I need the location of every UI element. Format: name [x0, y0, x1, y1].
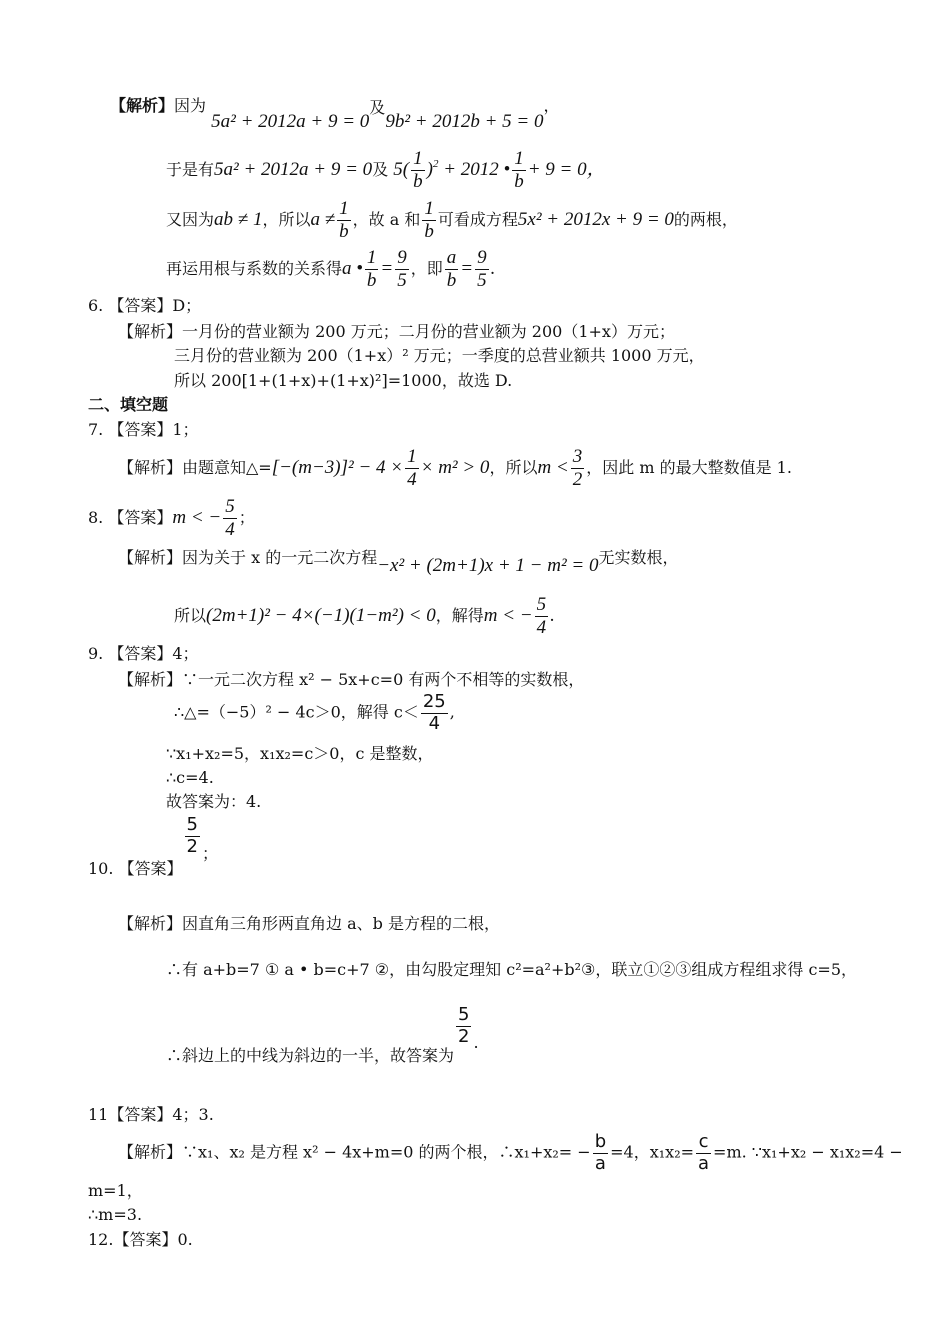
- fraction: $\frac{1}{b}$: [514, 148, 524, 192]
- q9-analysis-line4: ∴c=4.: [166, 768, 214, 787]
- q10-analysis-line2: ∴有 a+b=7 ① a • b=c+7 ②，由勾股定理知 c²=a²+b²③，联立①②③组成方程组求得 c=5，: [166, 960, 858, 979]
- fraction: $\frac{5}{2}$: [458, 1004, 470, 1047]
- q11-analysis-line2: m=1，: [88, 1181, 143, 1200]
- equation: 9b² + 2012b + 5 = 0: [385, 111, 544, 132]
- equation: −x² + (2m+1)x + 1 − m² = 0: [377, 555, 599, 576]
- q5-analysis-line4: 再运用根与系数的关系得a • $\frac{1}{b}$ = $\frac{9}{5}$ ，即 $\frac{a}{b}$ = $\frac{9}{5}$ .: [166, 247, 496, 291]
- analysis-label: 【解析】: [110, 96, 175, 115]
- q9-analysis-line1: 【解析】∵一元二次方程 x² − 5x+c=0 有两个不相等的实数根，: [118, 670, 585, 689]
- equation: 5x² + 2012x + 9 = 0: [517, 208, 674, 230]
- fraction: $\frac{5}{2}$: [186, 814, 198, 857]
- q9-analysis-line2: ∴△=（−5）² − 4c＞0，解得 c＜ $\frac{25}{4}$ ,: [174, 691, 455, 734]
- fraction: $\frac{9}{5}$: [397, 247, 407, 291]
- q6-answer: 6. 【答案】D；: [88, 296, 202, 315]
- fraction: $\frac{1}{b}$: [413, 148, 423, 192]
- fraction: $\frac{5}{4}$: [536, 594, 547, 638]
- q6-analysis-line3: 所以 200[1+(1+x)+(1+x)²]=1000，故选 D.: [174, 371, 513, 390]
- q7-answer: 7. 【答案】1；: [88, 420, 199, 439]
- q10-analysis-line3: ∴斜边上的中线为斜边的一半，故答案为 $\frac{5}{2}$ .: [166, 1004, 479, 1065]
- equation: 5a² + 2012a + 9 = 0: [211, 111, 370, 132]
- q8-answer: 8. 【答案】m < − $\frac{5}{4}$ ；: [88, 496, 255, 540]
- fraction: $\frac{a}{b}$: [446, 247, 457, 291]
- q7-analysis: 【解析】由题意知△=[−(m−3)]² − 4 × $\frac{1}{4}$ × m² > 0，所以m < $\frac{3}{2}$ ，因此 m 的最大整数值是 1.: [118, 446, 792, 490]
- q10-answer: 10. 【答案】 $\frac{5}{2}$ ；: [88, 814, 219, 878]
- fraction: $\frac{9}{5}$: [477, 247, 487, 291]
- q9-answer: 9. 【答案】4；: [88, 644, 199, 663]
- q9-analysis-line3: ∵x₁+x₂=5，x₁x₂=c＞0，c 是整数，: [166, 744, 434, 763]
- q9-analysis-line5: 故答案为：4.: [166, 792, 262, 811]
- q6-analysis-line1: 【解析】一月份的营业额为 200 万元；二月份的营业额为 200（1+x）万元；: [118, 322, 675, 341]
- section-heading: 二、填空题: [88, 395, 169, 414]
- q12-answer: 12.【答案】0.: [88, 1230, 193, 1249]
- equation: 5a² + 2012a + 9 = 0: [214, 158, 373, 180]
- q8-analysis-line1: 【解析】因为关于 x 的一元二次方程−x² + (2m+1)x + 1 − m² = 0无实数根，: [118, 548, 679, 576]
- fraction: $\frac{1}{b}$: [366, 247, 377, 291]
- fraction: $\frac{1}{b}$: [339, 198, 349, 242]
- q8-analysis-line2: 所以(2m+1)² − 4×(−1)(1−m²) < 0，解得m < − $\frac{5}{4}$ .: [174, 594, 555, 638]
- q5-analysis-line1: 【解析】因为 5a² + 2012a + 9 = 0及9b² + 2012b + 5 = 0，: [110, 96, 560, 132]
- fraction: $\frac{3}{2}$: [572, 446, 583, 490]
- q5-analysis-line3: 又因为ab ≠ 1，所以a ≠ $\frac{1}{b}$ ，故 a 和 $\frac{1}{b}$ 可看成方程5x² + 2012x + 9 = 0的两根，: [166, 198, 738, 242]
- q11-analysis-line1: 【解析】∵x₁、x₂ 是方程 x² − 4x+m=0 的两个根，∴x₁+x₂= − $\frac{b}{a}$ =4，x₁x₂= $\frac{c}{a}$ =m. ∵x₁+x₂ − x₁x₂=4 −: [118, 1131, 903, 1174]
- fraction: $\frac{1}{4}$: [407, 446, 417, 490]
- fraction: $\frac{25}{4}$: [422, 691, 446, 734]
- q11-answer: 11【答案】4；3.: [88, 1105, 214, 1124]
- q10-analysis-line1: 【解析】因直角三角形两直角边 a、b 是方程的二根，: [118, 914, 500, 933]
- q5-analysis-line2: 于是有5a² + 2012a + 9 = 0及 5( $\frac{1}{b}$ )$^2$ + 2012 • $\frac{1}{b}$ + 9 = 0，: [166, 148, 606, 192]
- fraction: $\frac{b}{a}$: [594, 1131, 607, 1174]
- fraction: $\frac{1}{b}$: [424, 198, 434, 242]
- fraction: $\frac{5}{4}$: [225, 496, 235, 540]
- fraction: $\frac{c}{a}$: [698, 1131, 710, 1174]
- q11-analysis-line3: ∴m=3.: [88, 1205, 143, 1224]
- q6-analysis-line2: 三月份的营业额为 200（1+x）² 万元；一季度的总营业额共 1000 万元，: [174, 346, 705, 365]
